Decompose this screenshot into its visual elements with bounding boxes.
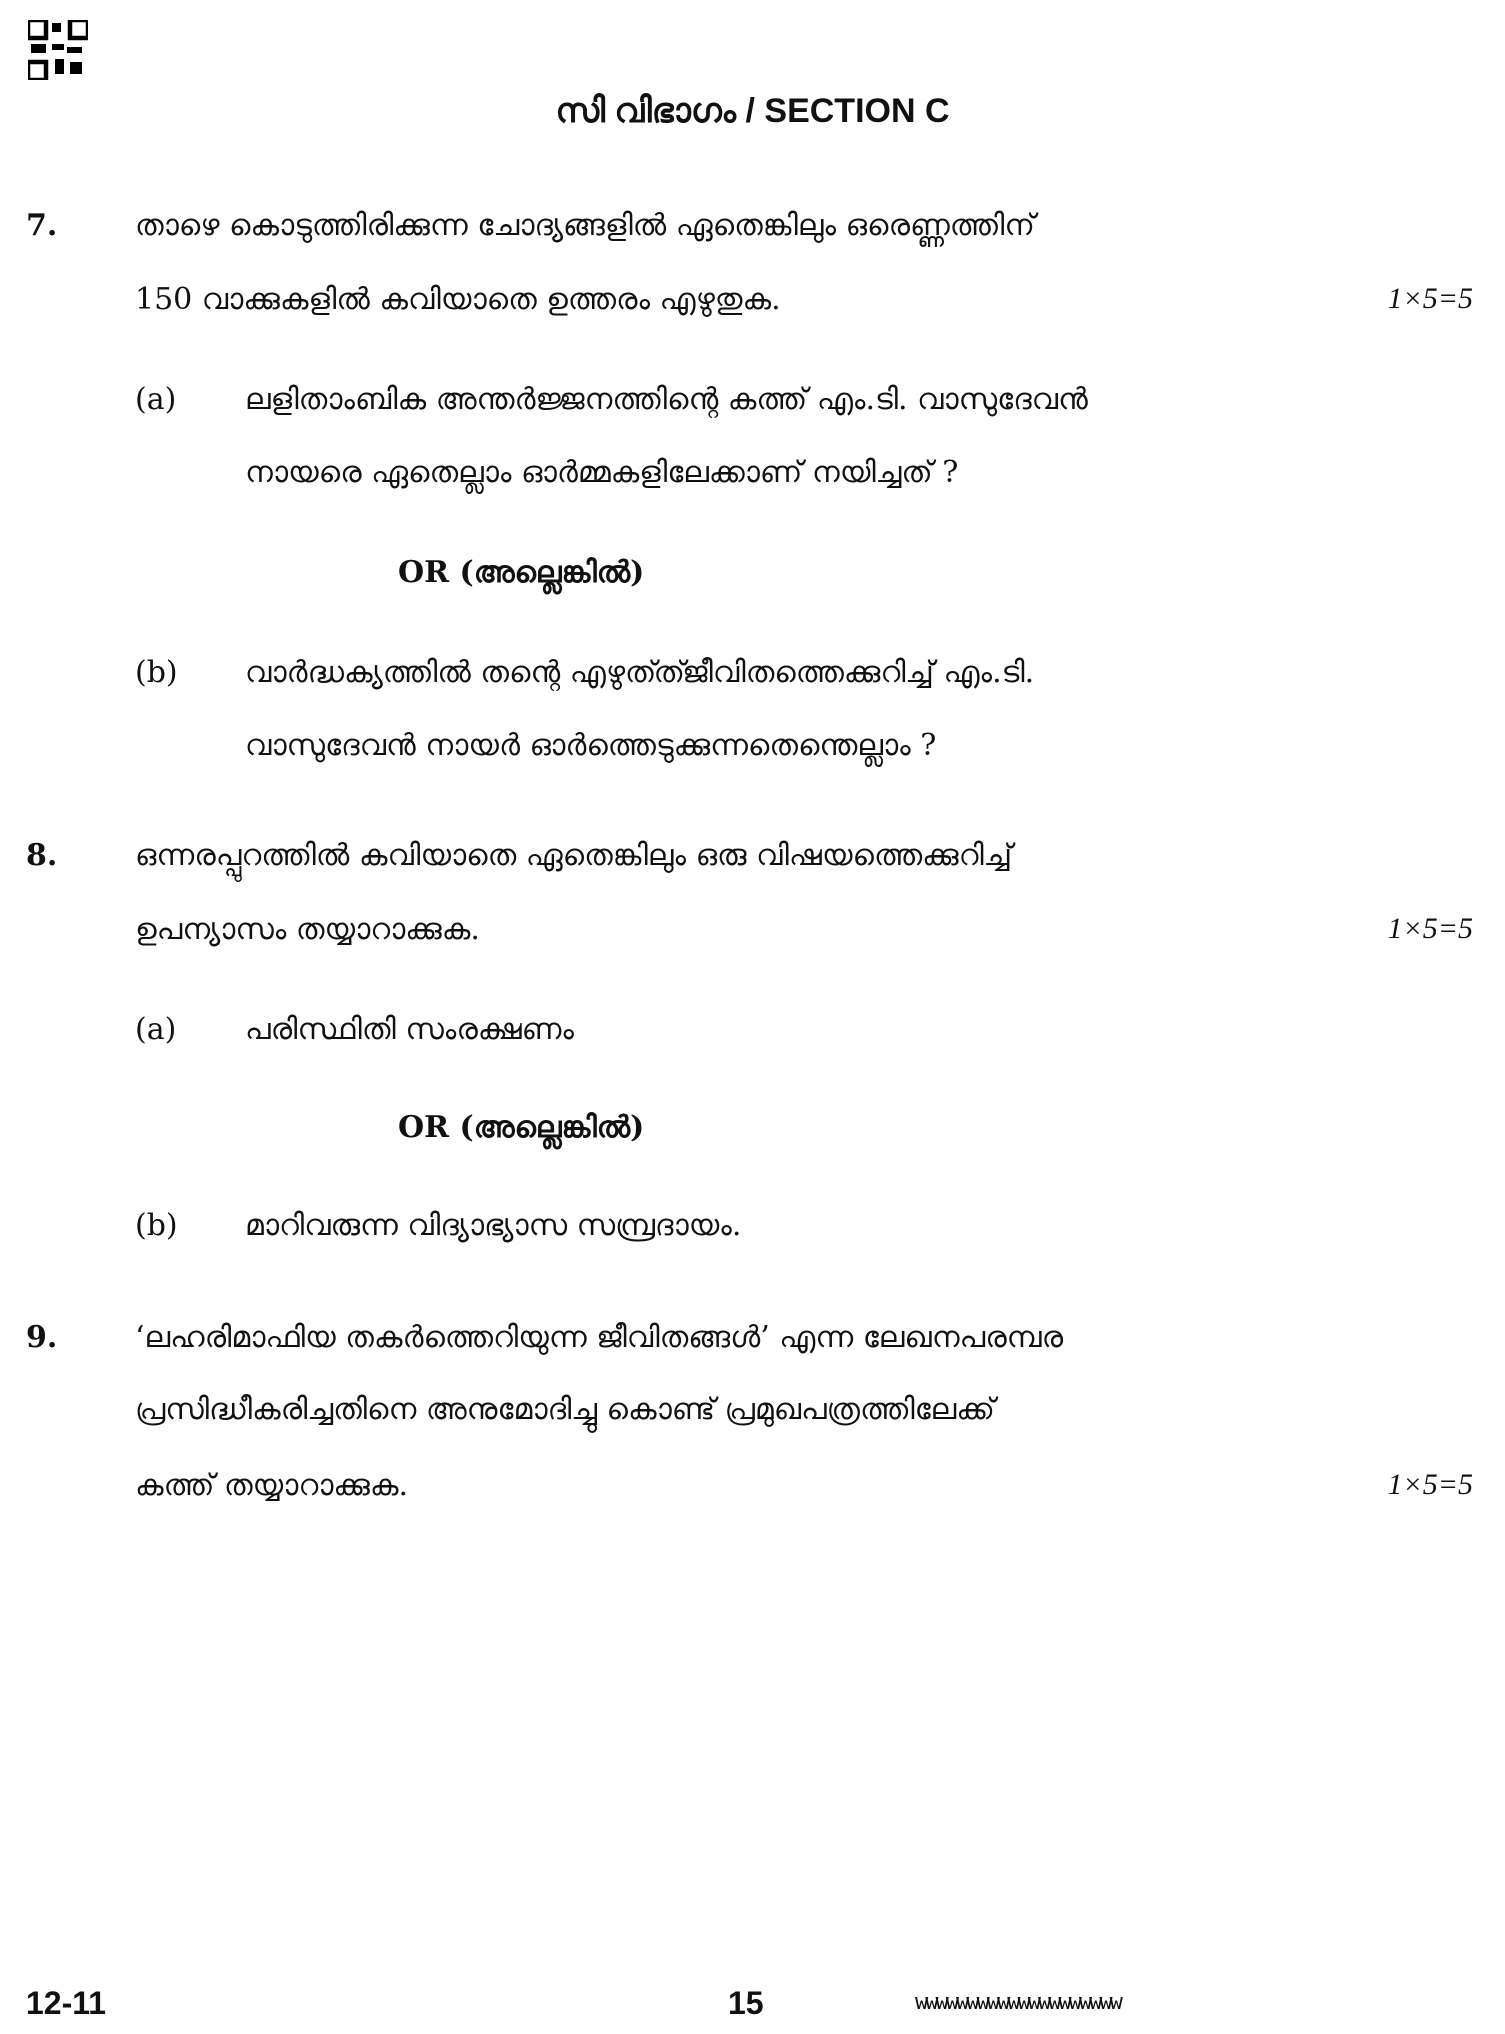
marks: 1×5=5	[1387, 282, 1473, 315]
option-label: (b)	[135, 655, 178, 690]
section-title: സി വിഭാഗം / SECTION C	[555, 92, 950, 130]
option-label: (a)	[135, 382, 177, 417]
option-text: നായരെ ഏതെല്ലാം ഓർമ്മകളിലേക്കാണ് നയിച്ചത് ?	[245, 455, 959, 490]
question-number: 7.	[26, 208, 58, 243]
marks: 1×5=5	[1387, 912, 1473, 945]
question-number: 9.	[26, 1320, 58, 1355]
option-text: മാറിവരുന്ന വിദ്യാഭ്യാസ സമ്പ്രദായം.	[245, 1208, 742, 1243]
question-text: താഴെ കൊടുത്തിരിക്കുന്ന ചോദ്യങ്ങളിൽ ഏതെങ്കിലും ഒരെണ്ണത്തിന്	[135, 208, 1035, 243]
option-label: (b)	[135, 1208, 178, 1243]
option-text: പരിസ്ഥിതി സംരക്ഷണം	[245, 1012, 575, 1047]
option-text: ലളിതാംബിക അന്തർജ്ജനത്തിന്റെ കത്ത് എം.ടി. വാസുദേവൻ	[245, 382, 1088, 417]
qr-code-icon	[28, 20, 88, 80]
page-number: 15	[728, 1985, 764, 2021]
marks: 1×5=5	[1387, 1468, 1473, 1501]
option-text: വാസുദേവൻ നായർ ഓർത്തെടുക്കുന്നതെന്തെല്ലാം ?	[245, 728, 937, 763]
question-text: കത്ത് തയ്യാറാക്കുക.	[135, 1468, 409, 1503]
paper-code: 12-11	[26, 1985, 107, 2021]
option-label: (a)	[135, 1012, 177, 1047]
question-text: ‘ലഹരിമാഫിയ തകർത്തെറിയുന്ന ജീവിതങ്ങൾ’ എന്ന ലേഖനപരമ്പര	[135, 1320, 1064, 1355]
question-text: ഉപന്യാസം തയ്യാറാക്കുക.	[135, 912, 480, 947]
decorative-wave-pattern: wwwwwwwwwwwwwwwwwwww	[915, 1990, 1120, 2015]
question-text: 150 വാക്കുകളിൽ കവിയാതെ ഉത്തരം എഴുതുക.	[135, 282, 781, 317]
question-text: പ്രസിദ്ധീകരിച്ചതിനെ അനുമോദിച്ചു കൊണ്ട് പ്രമുഖപത്രത്തിലേക്ക്	[135, 1392, 995, 1427]
question-text: ഒന്നരപ്പുറത്തിൽ കവിയാതെ ഏതെങ്കിലും ഒരു വിഷയത്തെക്കുറിച്ച്	[135, 838, 1013, 873]
or-divider: OR (അല്ലെങ്കിൽ)	[398, 1110, 645, 1145]
or-divider: OR (അല്ലെങ്കിൽ)	[398, 555, 645, 590]
option-text: വാർദ്ധക്യത്തിൽ തന്റെ എഴുത്ത്ജീവിതത്തെക്കുറിച്ച് എം.ടി.	[245, 655, 1035, 690]
question-number: 8.	[26, 838, 58, 873]
